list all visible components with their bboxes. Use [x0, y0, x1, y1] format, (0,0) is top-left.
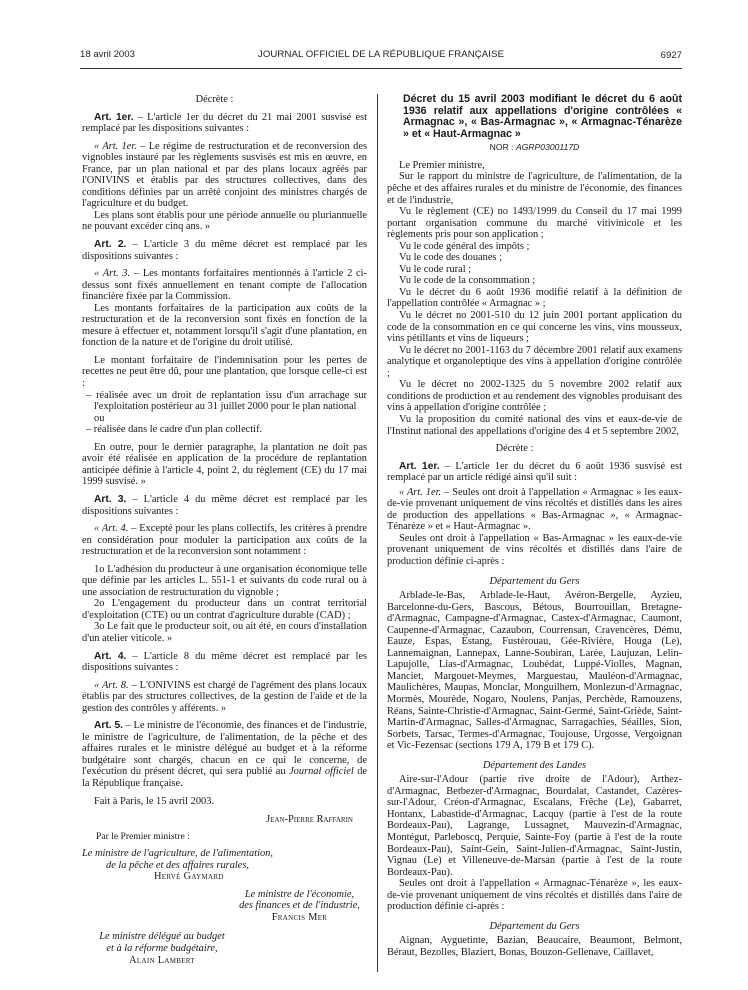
- nor-reference: [387, 142, 682, 154]
- criterion-2: 2o L'engagement du producteur dans un contrat territorial d'exploitation (CTE) ou un contrat d'agriculture durable (CAD) ;: [82, 598, 367, 621]
- department-heading: Département du Gers: [489, 920, 580, 932]
- article-text: – Le ministre de l'économie, des finances et de l'industrie, le ministre de l'agriculture, de l'alimentation, de la pêche et des affaires rurales et le ministre délégué au budget et à la réforme budgétaire sont chargés, chacun en ce qui le concerne, de l'exécution du présent décret, qui sera publié au: [82, 720, 367, 778]
- visa: Vu le décret no 2001-510 du 12 juin 2001 portant application du code de la consommation en ce qui concerne les vins, vins mousseux, vins pétillants et vins de liqueurs ;: [387, 310, 682, 345]
- visa: Vu le code général des impôts ;: [399, 240, 530, 252]
- article-label: « Art. 1er.: [399, 486, 442, 498]
- criterion-3: 3o Le fait que le producteur soit, ou ait été, en cours d'installation d'un atelier viticole. »: [82, 621, 367, 644]
- right-column: [387, 94, 682, 958]
- signature-role: et à la réforme budgétaire,: [106, 943, 218, 954]
- article-text: – Les montants forfaitaires mentionnés à l'article 2 ci-dessus sont fixés annuellement en tenant compte de l'allocation financière fixée par la Commission.: [82, 268, 368, 303]
- signature-economy: [82, 889, 367, 924]
- list-item: – réalisée dans le cadre d'un plan collectif.: [86, 424, 263, 436]
- visa: Vu le code des douanes ;: [399, 252, 502, 264]
- decree-title: Décret du 15 avril 2003 modifiant le décret du 6 août 1936 relatif aux appellations d'origine contrôlées « Armagnac », « Bas-Armagnac », « Armagnac-Ténarèze » et « Haut-Armagnac »: [403, 93, 682, 140]
- article-text: – Le régime de restructuration et de reconversion des vignobles instauré par les règlements susvisés est mis en œuvre, en France, par un plan national et par des plans locaux agréés par l'ONIVINS et établis par des structures collectives, dans des conditions définies par un arrêté conjoint des ministres chargés de l'agriculture et du budget.: [82, 140, 367, 210]
- article-text: – L'article 4 du même décret est remplacé par les dispositions suivantes :: [82, 493, 367, 517]
- signature-name: Hervé Gaymard: [154, 871, 224, 883]
- article-label: Art. 2.: [94, 239, 127, 251]
- signature-role: Le ministre de l'économie,: [244, 888, 355, 900]
- by-prime-minister: Par le Premier ministre :: [96, 830, 190, 842]
- list-item: – réalisée avec un droit de replantation issu d'un arrachage sur l'exploitation postérieur au 31 juillet 2000 pour le plan national: [86, 389, 367, 413]
- article-text-tail: de la République française.: [82, 766, 367, 789]
- article-label: Art. 1er.: [399, 460, 440, 472]
- premier-ministre: Le Premier ministre,: [399, 159, 485, 171]
- article-1: [387, 461, 682, 484]
- paragraph: Seules ont droit à l'appellation « Bas-Armagnac » les eaux-de-vie provenant uniquement de vins récoltés et distillés dans l'aire de production définie ci-après :: [387, 532, 682, 567]
- page-header: [80, 45, 682, 61]
- article-text: – L'article 8 du même décret est remplacé par les dispositions suivantes :: [82, 650, 367, 674]
- quoted-article-1: [82, 141, 367, 210]
- paragraph: Seules ont droit à l'appellation « Armagnac-Ténarèze », les eaux-de-vie provenant uniquement de vins récoltés et distillés dans l'aire de production définie ci-après :: [387, 878, 682, 913]
- signature-agriculture: [82, 848, 367, 883]
- commune-list: Aignan, Ayguetinte, Bazian, Beaucaire, Beaumont, Belmont, Béraut, Bezolles, Blaziert, Bonas, Bouzon-Gellenave, Caillavet,: [387, 935, 682, 958]
- header-date: 18 avril 2003: [80, 49, 135, 60]
- signature-role: de la pêche et des affaires rurales,: [106, 859, 250, 871]
- header-title: JOURNAL OFFICIEL DE LA RÉPUBLIQUE FRANÇAISE: [257, 49, 505, 60]
- nor-label: NOR :: [489, 142, 516, 153]
- article-3: [82, 494, 367, 517]
- commune-list: Aire-sur-l'Adour (partie rive droite de l'Adour), Arthez-d'Armagnac, Betbezer-d'Armagnac, Bourdalat, Castandet, Cazères-sur-l'Adour, Créon-d'Armagnac, Escalans, Frêche (Le), Gabarret, Hontanx, Labastide-d'Armagnac, Lacquy (partie à l'est de la route Bordeaux-Pau), Lagrange, Lussagnet, Mauvezin-d'Armagnac, Montégut, Parleboscq, Perquie, Sainte-Foy (partie à l'est de la route Bordeaux-Pau), Saint-Gein, Saint-Julien-d'Armagnac, Saint-Justin, Vignau (Le) et Villeneuve-de-Marsan (partie à l'est de la route Bordeaux-Pau).: [387, 774, 682, 878]
- article-text: – Excepté pour les plans collectifs, les critères à prendre en considération pour moduler la participation aux coûts de la restructuration et de la reconversion sont notamment :: [82, 523, 367, 558]
- article-4: [82, 651, 367, 674]
- paragraph: En outre, pour le dernier paragraphe, la plantation ne doit pas avoir été réalisée en application de la procédure de replantation anticipée définie à l'article 4, point 2, du règlement (CE) du 17 mai 1999 susvisé. »: [82, 441, 367, 488]
- article-label: Art. 1er.: [94, 111, 134, 123]
- signature-budget: [82, 931, 242, 966]
- quoted-article-3: [82, 268, 367, 303]
- article-text: – L'article 1er du décret du 6 août 1936 susvisé est remplacé par un article rédigé ainsi qu'il suit :: [387, 460, 682, 484]
- list-connector: ou: [94, 412, 105, 424]
- signature-role: Le ministre de l'agriculture, de l'alimentation,: [82, 848, 273, 860]
- article-label: Art. 3.: [94, 493, 127, 505]
- decrete-heading: Décrète :: [195, 94, 234, 105]
- article-1: [82, 112, 367, 135]
- left-column: [82, 94, 367, 966]
- criterion-1: 1o L'adhésion du producteur à une organisation économique telle que définie par les articles L. 551-1 et suivants du code rural ou à une association de restructuration du vignoble ;: [82, 563, 367, 598]
- article-label: Art. 5.: [94, 720, 123, 732]
- visa: Vu le code rural ;: [399, 263, 472, 275]
- article-5: [82, 720, 367, 789]
- article-text: – L'article 3 du même décret est remplacé par les dispositions suivantes :: [82, 239, 367, 262]
- department-heading: Département du Gers: [489, 575, 580, 587]
- done-at: Fait à Paris, le 15 avril 2003.: [94, 795, 215, 807]
- journal-officiel: Journal officiel: [289, 766, 354, 778]
- rapport: Sur le rapport du ministre de l'agriculture, de l'alimentation, de la pêche et des affaires rurales et du ministre de l'économie, des finances et de l'industrie,: [387, 171, 682, 206]
- quoted-article-1: [387, 487, 682, 533]
- article-label: « Art. 4.: [94, 523, 129, 535]
- visa: Vu le décret du 6 août 1936 modifié relatif à la définition de l'appellation contrôlée « Armagnac » ;: [387, 286, 682, 310]
- visa: Vu le code de la consommation ;: [399, 275, 536, 287]
- signature-name: Alain Lambert: [129, 954, 195, 966]
- visa: Vu le décret no 2001-1163 du 7 décembre 2001 relatif aux examens analytique et organoleptique des vins à appellation d'origine contrôlée ;: [387, 344, 682, 379]
- decrete-heading: Décrète :: [495, 443, 534, 455]
- article-2: [82, 239, 367, 262]
- page-number: 6927: [660, 50, 682, 61]
- quoted-article-4: [82, 523, 367, 558]
- prime-minister-name: Jean-Pierre Raffarin: [266, 814, 353, 826]
- paragraph: Les plans sont établis pour une période annuelle ou pluriannuelle ne pouvant excéder cinq ans. »: [82, 209, 367, 233]
- signature-role: Le ministre délégué au budget: [99, 931, 225, 943]
- article-label: « Art. 3.: [94, 268, 131, 280]
- visa: Vu le décret no 2002-1325 du 5 novembre 2002 relatif aux conditions de production et au rendement des vignobles produisant des vins à appellation d'origine contrôlée ;: [387, 379, 682, 414]
- header-rule: [80, 68, 682, 69]
- paragraph: Le montant forfaitaire de l'indemnisation pour les pertes de recettes ne peut être dû, pour une plantation, que lorsque celle-ci est :: [82, 354, 367, 390]
- article-text: – L'article 1er du décret du 21 mai 2001 susvisé est remplacé par les dispositions suivantes :: [82, 111, 367, 135]
- article-label: « Art. 8.: [94, 679, 129, 691]
- article-label: Art. 4.: [94, 650, 127, 662]
- signature-role: des finances et de l'industrie,: [239, 900, 360, 912]
- visas-list: [387, 206, 682, 437]
- signature-name: Francis Mer: [271, 911, 328, 923]
- article-text: – Seules ont droit à l'appellation « Armagnac » les eaux-de-vie provenant uniquement de vins récoltés et distillés dans les aires de production des appellations « Bas-Armagnac », « Armagnac-Ténarèze » et « Haut-Armagnac ».: [387, 486, 682, 533]
- commune-list: Arblade-le-Bas, Arblade-le-Haut, Avéron-Bergelle, Ayzieu, Barcelonne-du-Gers, Bascous, Bétous, Bourrouillan, Bretagne-d'Armagnac, Campagne-d'Armagnac, Castex-d'Armagnac, Caumont, Caupenne-d'Armagnac, Cazaubon, Courrensan, Cravencères, Dému, Eauze, Espas, Estang, Fustérouau, Gée-Rivière, Houga (Le), Lannemaignan, Lannepax, Lanne-Soubiran, Larée, Laujuzan, Lelin-Lapujolle, Lias-d'Armagnac, Loubédat, Luppé-Violles, Magnan, Manciet, Margouet-Meymes, Marguestau, Mauléon-d'Armagnac, Maulichères, Maupas, Monclar, Monguilhem, Monlezun-d'Armagnac, Mormès, Mourède, Nogaro, Noulens, Panjas, Perchède, Ramouzens, Réans, Sainte-Christie-d'Armagnac, Saint-Germé, Saint-Griède, Saint-Martin-d'Armagnac, Salles-d'Armagnac, Sarragachies, Séailles, Sion, Sorbets, Tarsac, Termes-d'Armagnac, Toujouse, Urgosse, Vergoignan et Vic-Fezensac (sections 179 A, 179 B et 179 C).: [387, 590, 682, 752]
- department-heading: Département des Landes: [482, 759, 587, 771]
- article-text: – L'ONIVINS est chargé de l'agrément des plans locaux établis par des structures collectives, de la gestion de l'aide et de la gestion des contrôles y afférents. »: [82, 679, 367, 714]
- visa: Vu le règlement (CE) no 1493/1999 du Conseil du 17 mai 1999 portant organisation commune du marché vitivinicole et les règlements pris pour son application ;: [387, 206, 682, 241]
- article-label: « Art. 1er.: [94, 140, 137, 152]
- nor-code: AGRP0300117D: [515, 142, 580, 153]
- column-divider: [377, 94, 378, 972]
- quoted-article-8: [82, 680, 367, 715]
- visa: Vu la proposition du comité national des vins et eaux-de-vie de l'Institut national des appellations d'origine des 4 et 5 septembre 2002,: [387, 413, 682, 437]
- paragraph: Les montants forfaitaires de la participation aux coûts de la restructuration et de la reconversion sont fixés en fonction de la mesure à effectuer et, notamment lorsqu'il s'agit d'une plantation, en fonction de la nature et de l'origine du droit utilisé.: [82, 302, 367, 349]
